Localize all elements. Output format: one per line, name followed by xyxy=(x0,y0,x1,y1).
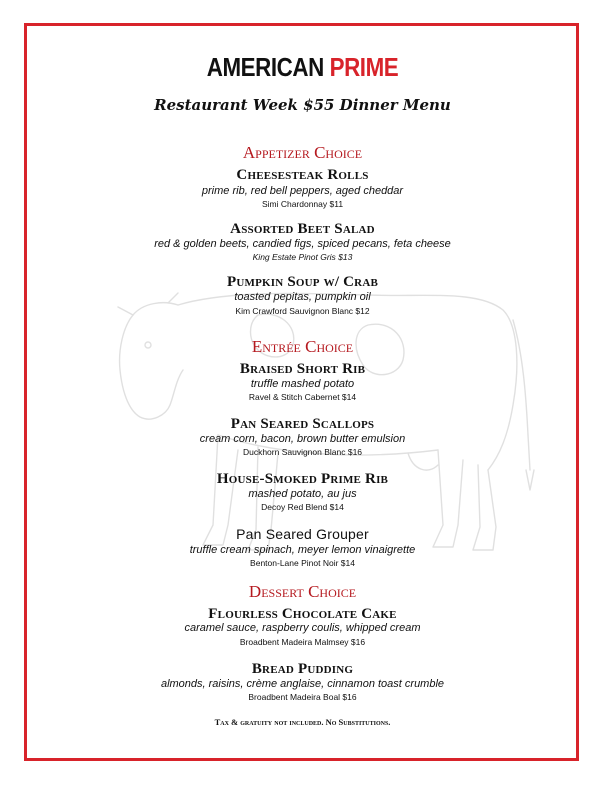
footer-note: Tax & gratuity not included. No Substitutions. xyxy=(214,717,391,727)
wine-pairing: King Estate Pinot Gris $13 xyxy=(252,252,353,262)
wine-pairing: Benton-Lane Pinot Noir $14 xyxy=(250,558,355,568)
dish-name: Flourless Chocolate Cake xyxy=(208,606,397,622)
brand-part1: AMERICAN xyxy=(206,52,324,82)
dish-name: Cheesesteak Rolls xyxy=(236,167,369,183)
dish-description: truffle cream spinach, meyer lemon vinaigrette xyxy=(189,544,416,556)
wine-pairing: Ravel & Stitch Cabernet $14 xyxy=(248,392,357,402)
dish-name: House-Smoked Prime Rib xyxy=(216,471,389,487)
dish-description: almonds, raisins, crème anglaise, cinnamon toast crumble xyxy=(160,678,445,690)
dish-name: Bread Pudding xyxy=(251,661,354,677)
wine-pairing: Simi Chardonnay $11 xyxy=(261,199,344,209)
section-heading-dessert: Dessert Choice xyxy=(248,582,357,601)
wine-pairing: Duckhorn Sauvignon Blanc $16 xyxy=(242,447,363,457)
section-heading-appetizer: Appetizer Choice xyxy=(242,143,363,162)
dish-name: Assorted Beet Salad xyxy=(230,221,375,237)
dish-name: Pan Seared Grouper xyxy=(236,526,369,542)
wine-pairing: Broadbent Madeira Boal $16 xyxy=(248,692,357,702)
dish-name: Pumpkin Soup w/ Crab xyxy=(226,274,379,290)
dish-description: mashed potato, au jus xyxy=(248,488,357,500)
wine-pairing: Broadbent Madeira Malmsey $16 xyxy=(239,637,366,647)
section-heading-entree: Entrée Choice xyxy=(251,337,354,356)
brand-part2: PRIME xyxy=(329,52,399,82)
wine-pairing: Kim Crawford Sauvignon Blanc $12 xyxy=(235,306,370,316)
dish-name: Pan Seared Scallops xyxy=(230,416,375,432)
brand-logo xyxy=(68,52,537,82)
dish-description: prime rib, red bell peppers, aged cheddar xyxy=(201,185,404,197)
menu-title: Restaurant Week $55 Dinner Menu xyxy=(154,96,451,114)
dish-name: Braised Short Rib xyxy=(239,361,366,377)
dish-description: toasted pepitas, pumpkin oil xyxy=(234,291,371,303)
dish-description: cream corn, bacon, brown butter emulsion xyxy=(199,433,406,445)
dish-description: red & golden beets, candied figs, spiced pecans, feta cheese xyxy=(154,238,451,250)
dish-description: caramel sauce, raspberry coulis, whipped cream xyxy=(184,622,421,634)
dish-description: truffle mashed potato xyxy=(250,378,355,390)
wine-pairing: Decoy Red Blend $14 xyxy=(261,502,344,512)
